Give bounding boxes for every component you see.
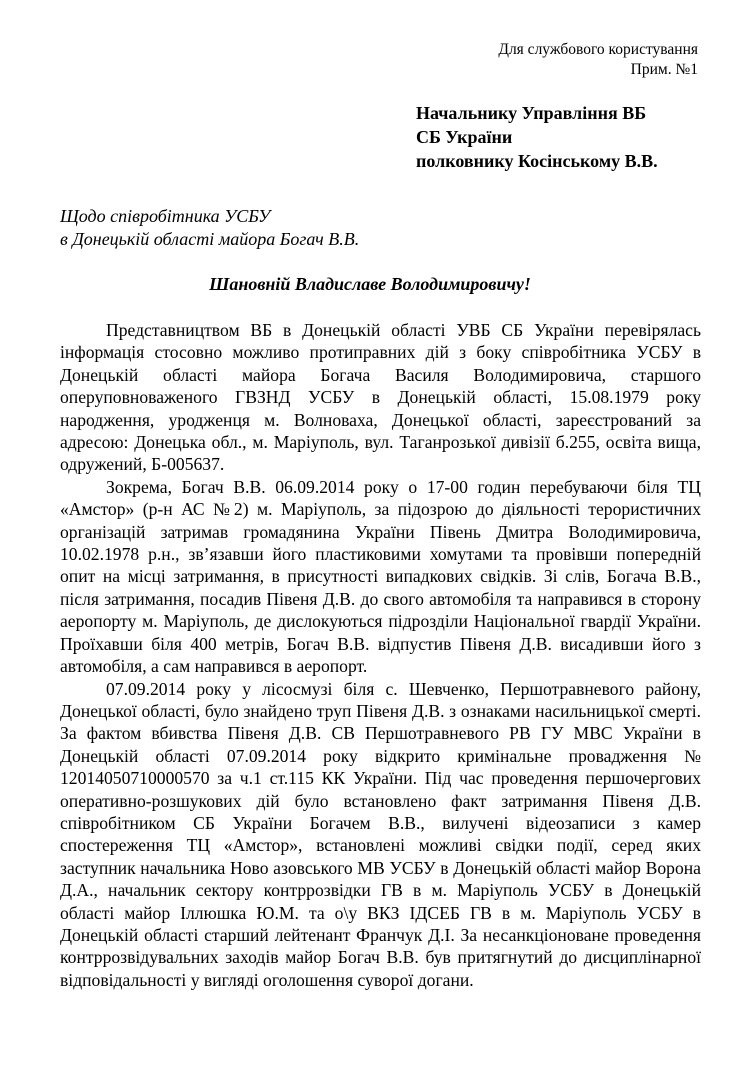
body-paragraph: Представництвом ВБ в Донецькій області УВБ СБ України перевірялась інформація стосовно можливо протиправних дій з боку співробітника УСБУ в Донецькій області майора Богача Василя Володимировича, старшого оперуповноваженого ГВЗНД УСБУ в Донецькій області, 15.08.1979 року народження, уродженця м. Волноваха, Донецької області, зареєстрований за адресою: Донецька обл., м. Маріуполь, вул. Таганрозької дивізії б.255, освіта вища, одружений, Б-005637. <box>60 320 701 475</box>
addressee-line: полковнику Косінському В.В. <box>416 151 658 171</box>
copy-number: Прим. №1 <box>630 61 698 78</box>
subject-line: в Донецькій області майора Богач В.В. <box>60 229 360 249</box>
addressee-line: СБ України <box>416 127 513 147</box>
subject-block <box>60 205 359 251</box>
body-paragraph: Зокрема, Богач В.В. 06.09.2014 року о 17-00 годин перебуваючи біля ТЦ «Амстор» (р-н АС №2) м. Маріуполь, за підозрою до діяльності терористичних організацій затримав громадянина України Півень Дмитра Володимировича, 10.02.1978 р.н., зв’язавши його пластиковими хомутами та провівши попередній опит на місці затримання, в присутності випадкових свідків. Зі слів, Богача В.В., після затримання, посадив Півеня Д.В. до свого автомобіля та направився в сторону аеропорту м. Маріуполь, де дислокуються підрозділи Національної гвардії України. Проїхавши біля 400 метрів, Богач В.В. відпустив Півеня Д.В. висадивши його з автомобіля, а сам направився в аеропорт. <box>60 476 701 677</box>
letter-body <box>60 319 701 991</box>
body-paragraph: 07.09.2014 року у лісосмузі біля с. Шевченко, Першотравневого району, Донецької області, було знайдено труп Півеня Д.В. з ознаками насильницької смерті. За фактом вбивства Півеня Д.В. СВ Першотравневого РВ ГУ МВС України в Донецькій області 07.09.2014 року відкрито кримінальне провадження № 12014050710000570 за ч.1 ст.115 КК України. Під час проведення першочергових оперативно-розшукових дій було встановлено факт затримання Півеня Д.В. співробітником СБ України Богачем В.В., вилучені відеозаписи з камер спостереження ТЦ «Амстор», встановлені можливі свідки події, серед яких заступник начальника Ново азовського МВ УСБУ в Донецькій області майор Ворона Д.А., начальник сектору контррозвідки ГВ в м. Маріуполь УСБУ в Донецькій області майор Іллюшка Ю.М. та о\у ВКЗ ІДСЕБ ГВ в м. Маріуполь УСБУ в Донецькій області старший лейтенант Франчук Д.І. За несанкціоноване проведення контррозвідувальних заходів майор Богач В.В. був притягнутий до дисциплінарної відповідальності у вигляді оголошення суворої догани. <box>60 678 701 990</box>
subject-line: Щодо співробітника УСБУ <box>60 206 271 226</box>
classification-mark: Для службового користування <box>498 41 698 58</box>
salutation: Шановній Владиславе Володимировичу! <box>209 274 531 294</box>
addressee-block <box>416 101 658 173</box>
document-header <box>498 40 698 80</box>
addressee-line: Начальнику Управління ВБ <box>416 103 647 123</box>
